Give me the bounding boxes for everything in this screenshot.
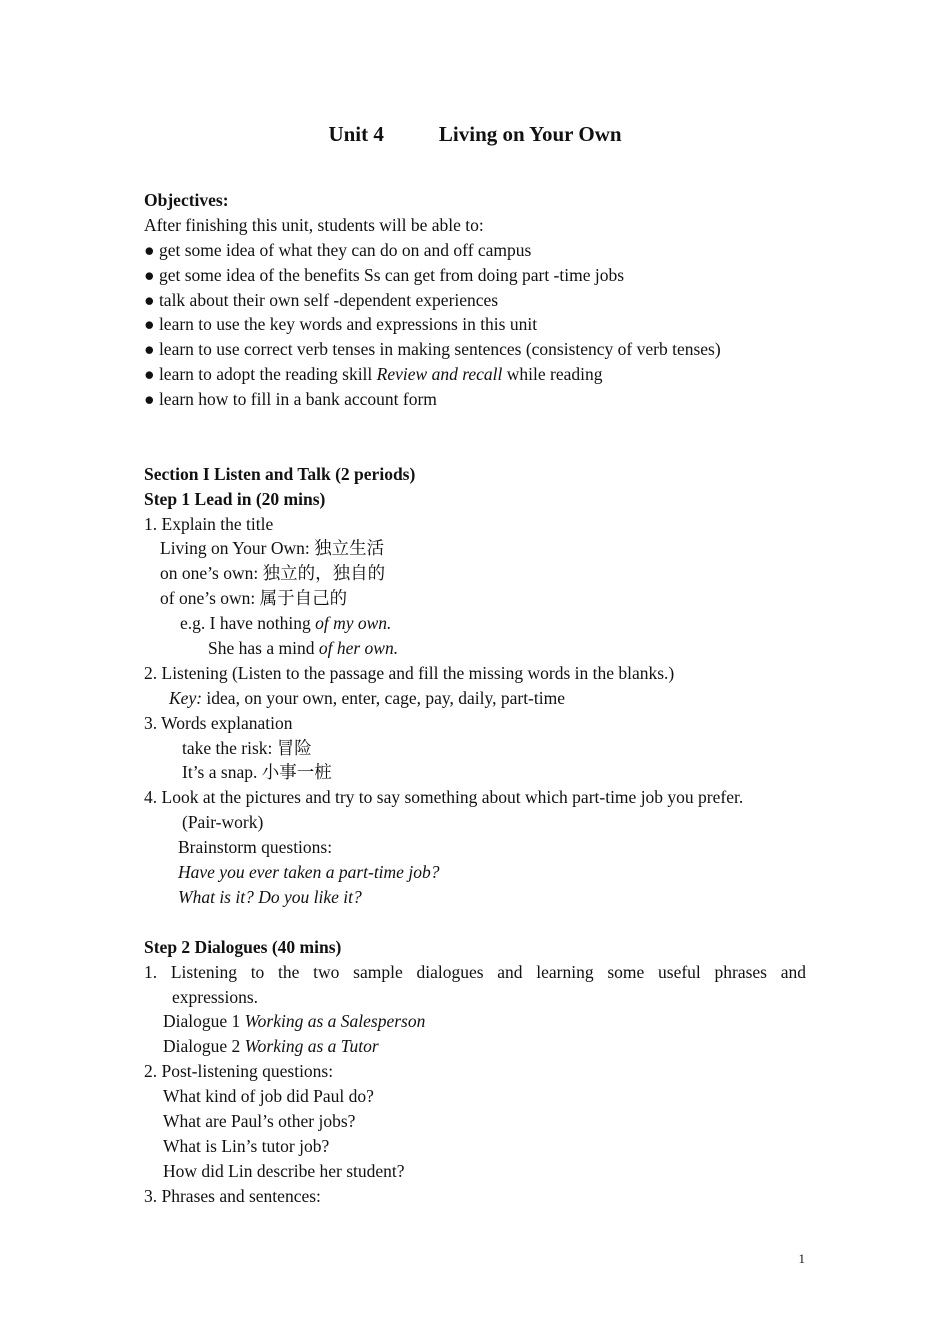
step-item: 1. Listening to the two sample dialogues and learning some useful phrases and (144, 961, 806, 982)
objective-item: ● learn how to fill in a bank account form (144, 389, 437, 410)
question-line: What is Lin’s tutor job? (163, 1135, 330, 1156)
step-item: 2. Post-listening questions: (144, 1061, 334, 1082)
pairwork-note: (Pair-work) (182, 812, 264, 833)
word-line: It’s a snap. 小事一桩 (182, 762, 332, 783)
objective-item: ● talk about their own self -dependent experiences (144, 289, 499, 310)
brainstorm-label: Brainstorm questions: (178, 837, 333, 858)
dialogue-line (144, 1009, 806, 1034)
dialogue-title: Working as a Tutor (244, 1036, 379, 1057)
dialogue-label: Dialogue 2 (163, 1036, 245, 1057)
phrase-line: Living on Your Own: 独立生活 (160, 538, 385, 559)
brainstorm-question: What is it? Do you like it? (178, 886, 362, 907)
objective-item: ● get some idea of what they can do on and off campus (144, 239, 532, 260)
objective-item: ● learn to use the key words and expressions in this unit (144, 314, 538, 335)
question-line: What kind of job did Paul do? (163, 1086, 374, 1107)
section-heading: Section I Listen and Talk (2 periods) (144, 463, 416, 484)
example-line (144, 636, 806, 661)
dialogue-title: Working as a Salesperson (244, 1011, 426, 1032)
step-item: 3. Phrases and sentences: (144, 1185, 321, 1206)
example-text: e.g. I have nothing (180, 613, 316, 634)
objective-text: while reading (502, 364, 603, 385)
dialogue-line (144, 1034, 806, 1059)
step-item: 3. Words explanation (144, 712, 293, 733)
unit-name: Living on Your Own (438, 122, 622, 146)
document-body (144, 188, 806, 1209)
step-item: 2. Listening (Listen to the passage and fill the missing words in the blanks.) (144, 662, 675, 683)
question-line: What are Paul’s other jobs? (163, 1110, 356, 1131)
unit-number: Unit 4 (328, 122, 384, 146)
word-line: take the risk: 冒险 (182, 737, 312, 758)
step-item: 1. Explain the title (144, 513, 274, 534)
unit-title (0, 122, 950, 147)
example-phrase: of my own. (315, 613, 392, 634)
phrase-line: of one’s own: 属于自己的 (160, 588, 348, 609)
objective-item: ● get some idea of the benefits Ss can get from doing part -time jobs (144, 264, 625, 285)
example-phrase: of her own. (318, 638, 399, 659)
brainstorm-question: Have you ever taken a part-time job? (178, 862, 440, 883)
reading-skill-name: Review and recall (376, 364, 503, 385)
objectives-intro: After finishing this unit, students will be able to: (144, 214, 484, 235)
answer-key (144, 686, 806, 711)
phrase-line: on one’s own: 独立的，独自的 (160, 563, 386, 584)
step-item: 4. Look at the pictures and try to say something about which part-time job you prefer. (144, 787, 744, 808)
step-heading: Step 1 Lead in (20 mins) (144, 488, 326, 509)
step-heading: Step 2 Dialogues (40 mins) (144, 936, 342, 957)
key-text: idea, on your own, enter, cage, pay, daily, part-time (202, 687, 565, 708)
example-line (144, 611, 806, 636)
objectives-heading: Objectives: (144, 190, 229, 210)
objective-text: ● learn to adopt the reading skill (144, 364, 377, 385)
dialogue-label: Dialogue 1 (163, 1011, 245, 1032)
example-text: She has a mind (208, 638, 319, 659)
step-item-continuation: expressions. (172, 986, 259, 1007)
objective-item-reading-skill (144, 362, 806, 387)
question-line: How did Lin describe her student? (163, 1160, 405, 1181)
key-label: Key: (169, 687, 203, 708)
objective-item: ● learn to use correct verb tenses in making sentences (consistency of verb tenses) (144, 339, 721, 360)
page-number: 1 (798, 1251, 805, 1266)
